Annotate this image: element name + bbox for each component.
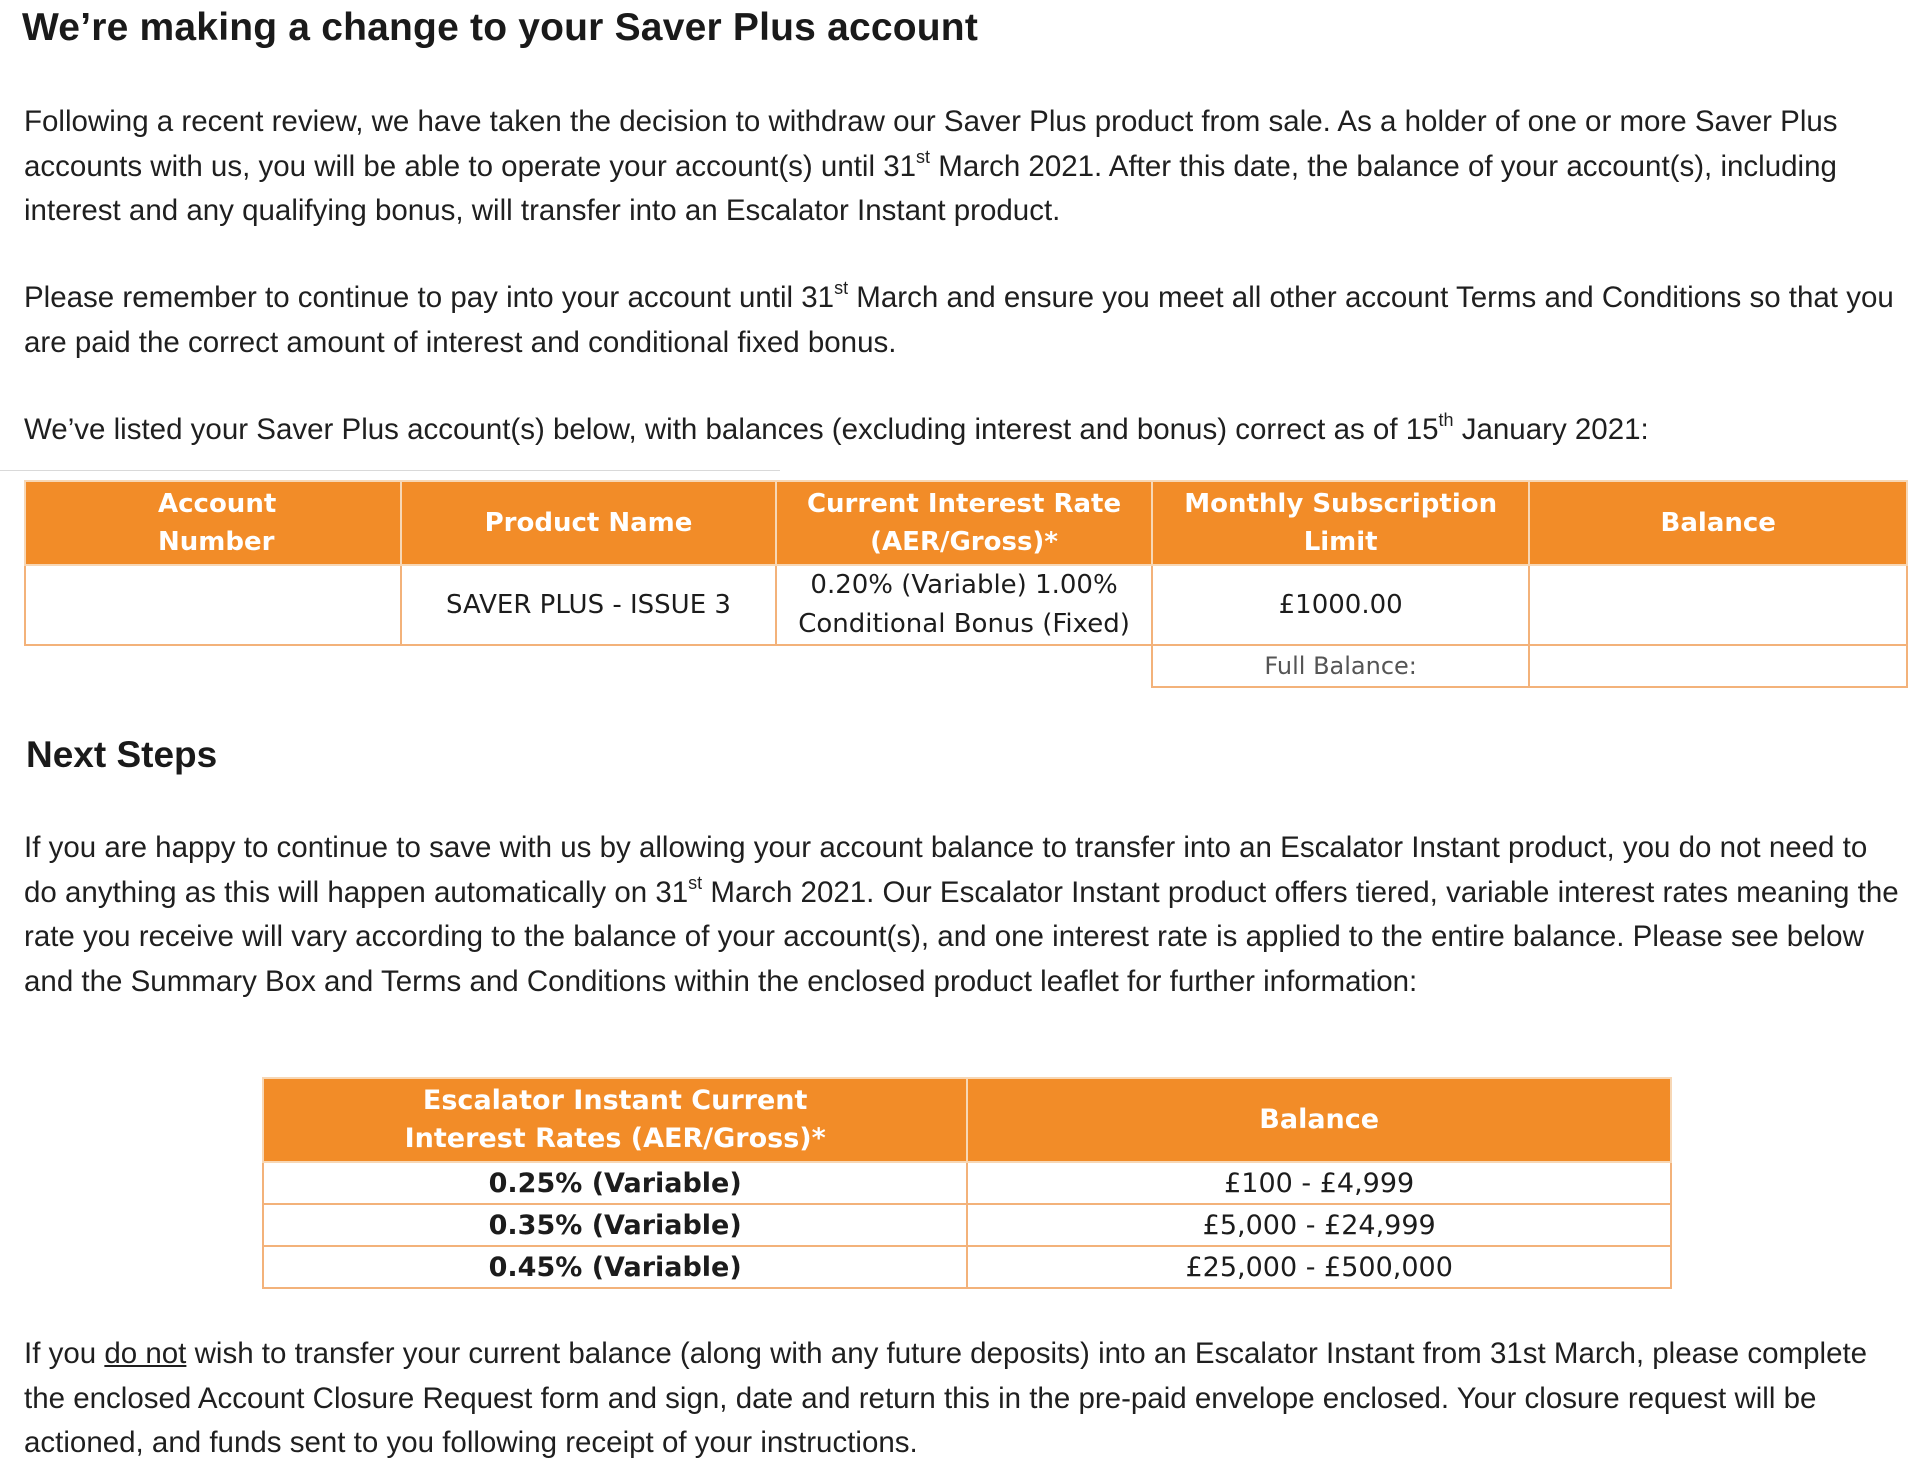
header-interest-rate: Current Interest Rate (AER/Gross)* xyxy=(776,481,1152,565)
cell-product-name: SAVER PLUS - ISSUE 3 xyxy=(401,565,776,645)
table-row xyxy=(25,565,1907,645)
rates-header-row xyxy=(263,1078,1671,1162)
rate-cell: 0.25% (Variable) xyxy=(263,1162,967,1204)
balance-cell: £5,000 - £24,999 xyxy=(967,1204,1671,1246)
header-balance: Balance xyxy=(1529,481,1907,565)
cell-account-number xyxy=(25,565,401,645)
next-steps-heading: Next Steps xyxy=(26,734,218,775)
full-balance-value xyxy=(1529,645,1907,687)
table-row xyxy=(263,1162,1671,1204)
closing-paragraph: If you do not wish to transfer your current balance (along with any future deposits) into an Escalator Instant from 31st March, please complete the enclosed Account Closure Request form and sign, date and return this in the pre-paid envelope enclosed. Your closure request will be actioned, and funds sent to you following receipt of your instructions. xyxy=(24,1337,1868,1459)
balance-cell: £25,000 - £500,000 xyxy=(967,1246,1671,1288)
rate-cell: 0.45% (Variable) xyxy=(263,1246,967,1288)
header-product-name: Product Name xyxy=(401,481,776,565)
header-subscription-limit: Monthly Subscription Limit xyxy=(1152,481,1530,565)
header-escalator-rate: Escalator Instant Current Interest Rates (AER/Gross)* xyxy=(263,1078,967,1162)
accounts-table xyxy=(24,480,1908,688)
header-escalator-balance: Balance xyxy=(967,1078,1671,1162)
page-title: We’re making a change to your Saver Plus account xyxy=(22,6,979,49)
full-balance-label: Full Balance: xyxy=(1152,645,1530,687)
full-balance-row xyxy=(25,645,1907,687)
intro-paragraph-3: We’ve listed your Saver Plus account(s) below, with balances (excluding interest and bonus) correct as of 15th January 2021: xyxy=(24,410,1649,446)
accounts-header-row xyxy=(25,481,1907,565)
rate-cell: 0.35% (Variable) xyxy=(263,1204,967,1246)
next-steps-paragraph: If you are happy to continue to save with us by allowing your account balance to transfer into an Escalator Instant product, you do not need to do anything as this will happen automatically on 31st March 2021. Our Escalator Instant product offers tiered, variable interest rates meaning the rate you receive will vary according to the balance of your account(s), and one interest rate is applied to the entire balance. Please see below and the Summary Box and Terms and Conditions within the enclosed product leaflet for further information: xyxy=(24,831,1899,998)
emphasis-do-not: do not xyxy=(104,1337,187,1370)
intro-paragraph-2: Please remember to continue to pay into your account until 31st March and ensure you meet all other account Terms and Conditions so that you are paid the correct amount of interest and conditional fixed bonus. xyxy=(24,278,1894,359)
cell-interest-rate: 0.20% (Variable) 1.00% Conditional Bonus (Fixed) xyxy=(776,565,1152,645)
header-account-number: Account Number xyxy=(25,481,401,565)
intro-paragraph-1: Following a recent review, we have taken the decision to withdraw our Saver Plus product from sale. As a holder of one or more Saver Plus accounts with us, you will be able to operate your account(s) until 31st March 2021. After this date, the balance of your account(s), including interest and any qualifying bonus, will transfer into an Escalator Instant product. xyxy=(24,105,1838,227)
scan-artifact-line xyxy=(0,470,780,471)
cell-balance xyxy=(1529,565,1907,645)
balance-cell: £100 - £4,999 xyxy=(967,1162,1671,1204)
cell-subscription-limit: £1000.00 xyxy=(1152,565,1530,645)
table-row xyxy=(263,1246,1671,1288)
rates-table xyxy=(262,1077,1672,1289)
table-row xyxy=(263,1204,1671,1246)
